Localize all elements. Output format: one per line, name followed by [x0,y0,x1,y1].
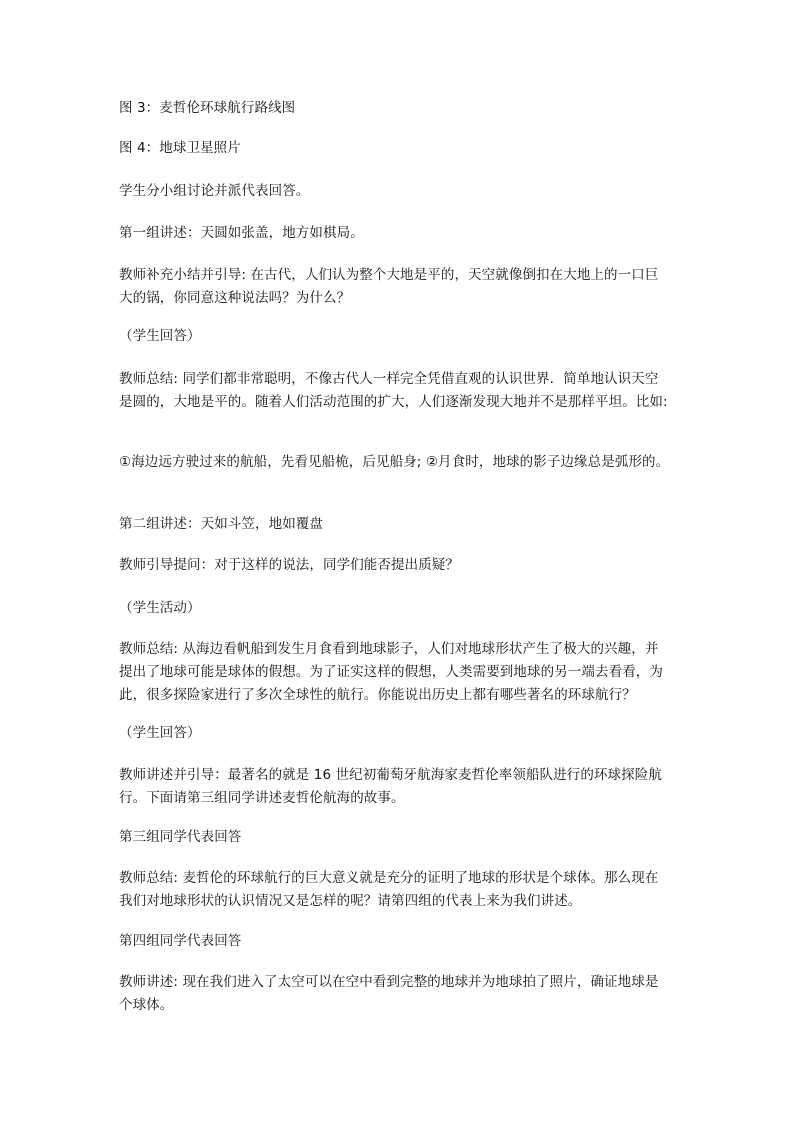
paragraph [119,971,679,1017]
figure-3-caption [119,97,679,120]
paragraph [119,325,679,348]
text-line: 个球体。 [119,997,174,1013]
text-line: 图 3：麦哲伦环球航行路线图 [119,100,296,116]
text-line: 第一组讲述：天圆如张盖，地方如棋局。 [119,225,364,241]
paragraph [119,513,679,536]
text-line: ①海边远方驶过来的航船，先看见船桅，后见船身; ②月食时，地球的影子边缘总是弧形的。 [119,454,670,470]
paragraph [119,638,679,707]
text-line: 图 4：地球卫星照片 [119,140,241,156]
text-line: 大的锅，你同意这种说法吗？为什么？ [119,290,351,306]
text-line: 教师补充小结并引导: 在古代，人们认为整个大地是平的，天空就像倒扣在大地上的一口巨 [119,267,659,283]
paragraph [119,180,679,203]
paragraph [119,368,679,414]
paragraph [119,597,679,620]
paragraph [119,222,679,245]
text-line: 学生分小组讨论并派代表回答。 [119,183,310,199]
paragraph [119,764,679,810]
paragraph [119,554,679,577]
text-line: 第三组同学代表回答 [119,829,242,845]
text-line: 此，很多探险家进行了多次全球性的航行。你能说出历史上都有哪些著名的环球航行？ [119,687,636,703]
paragraph [119,451,679,474]
text-line: 教师讲述并引导：最著名的就是 16 世纪初葡萄牙航海家麦哲伦率领船队进行的环球探险航 [119,767,662,783]
text-line: 教师总结: 同学们都非常聪明，不像古代人一样完全凭借直观的认识世界．简单地认识天空 [119,371,659,387]
text-line: 行。下面请第三组同学讲述麦哲伦航海的故事。 [119,790,405,806]
text-line: 教师讲述: 现在我们进入了太空可以在空中看到完整的地球并为地球拍了照片，确证地球是 [119,974,659,990]
paragraph [119,826,679,849]
text-line: 是圆的，大地是平的。随着人们活动范围的扩大，人们逐渐发现大地并不是那样平坦。比如: [119,394,668,410]
text-line: 教师总结: 麦哲伦的环球航行的巨大意义就是充分的证明了地球的形状是个球体。那么现在 [119,870,659,886]
text-line: （学生回答） [119,725,201,741]
text-line: 教师总结: 从海边看帆船到发生月食看到地球影子，人们对地球形状产生了极大的兴趣，并 [119,641,659,657]
text-line: 我们对地球形状的认识情况又是怎样的呢？请第四组的代表上来为我们讲述。 [119,893,582,909]
text-line: （学生活动） [119,600,201,616]
text-line: 提出了地球可能是球体的假想。为了证实这样的假想，人类需要到地球的另一端去看看，为 [119,664,663,680]
text-line: （学生回答） [119,328,201,344]
paragraph [119,722,679,745]
figure-4-caption [119,137,679,160]
paragraph [119,867,679,913]
paragraph [119,264,679,310]
paragraph [119,930,679,953]
text-line: 教师引导提问：对于这样的说法，同学们能否提出质疑？ [119,557,459,573]
text-line: 第二组讲述：天如斗笠，地如覆盘 [119,516,323,532]
text-line: 第四组同学代表回答 [119,933,242,949]
